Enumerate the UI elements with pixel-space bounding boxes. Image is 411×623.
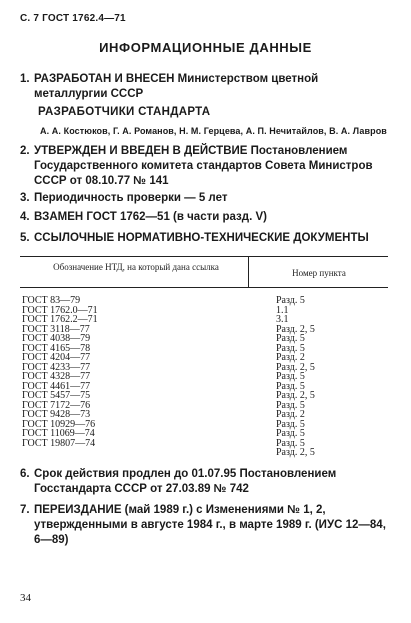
table-row-item: Разд. 5 [276,371,305,382]
table-row-item: Разд. 2 [276,409,305,420]
section-1-number: 1. [20,73,30,85]
table-row-doc: ГОСТ 1762.0—71 [22,304,98,316]
table-row-item: Разд. 5 [276,428,305,439]
table-top-rule [20,256,388,257]
table-row-doc: ГОСТ 4328—77 [22,371,91,382]
table-row-item: Разд. 5 [276,295,305,306]
developers-heading: РАЗРАБОТЧИКИ СТАНДАРТА [38,106,211,118]
table-row-item: 1.1 [276,304,289,316]
table-row-doc: ГОСТ 83—79 [22,295,81,306]
table-row-doc: ГОСТ 9428—73 [22,409,91,420]
section-4 [20,210,393,225]
table-row-doc: ГОСТ 4204—77 [22,352,91,363]
section-2-number: 2. [20,145,30,157]
table-row-item: Разд. 2 [276,352,305,363]
section-1 [20,72,393,102]
table-row-doc: ГОСТ 1762.2—71 [22,314,98,325]
section-7 [20,503,393,546]
table-row-item: Разд. 2, 5 [276,323,315,335]
table-column-divider [248,256,249,287]
table-row-item: Разд. 5 [276,437,305,449]
section-7-number: 7. [20,504,30,516]
section-2-text: УТВЕРЖДЕН И ВВЕДЕН В ДЕЙСТВИЕ Постановлением Государственного комитета стандартов Совета Министров СССР от 08.10.77 № 141 [34,145,373,187]
table-row-item: Разд. 2, 5 [276,361,315,373]
authors-line: А. А. Костюков, Г. А. Романов, Н. М. Герцева, А. П. Нечитайлов, В. А. Лавров [40,126,387,136]
table-row-doc: ГОСТ 10929—76 [22,418,96,430]
table-row-item: Разд. 2, 5 [276,390,315,401]
table-header-rule [20,287,388,288]
table-col2-header: Номер пункта [292,268,346,278]
section-3-text: Периодичность проверки — 5 лет [34,192,228,204]
section-5 [20,231,393,246]
table-row-doc: ГОСТ 4038—79 [22,333,91,344]
table-row-doc: ГОСТ 19807—74 [22,437,96,449]
section-6-number: 6. [20,468,30,480]
section-2 [20,144,393,189]
table-row-doc: ГОСТ 7172—76 [22,399,91,411]
section-4-number: 4. [20,211,30,223]
table-row-doc: ГОСТ 11069—74 [22,428,95,439]
section-6-text: Срок действия продлен до 01.07.95 Постановлением Госстандарта СССР от 27.03.89 № 742 [34,468,337,495]
section-1-text: РАЗРАБОТАН И ВНЕСЕН Министерством цветной металлургии СССР [34,73,319,100]
table-row-doc: ГОСТ 4461—77 [22,380,91,392]
section-7-text: ПЕРЕИЗДАНИЕ (май 1989 г.) с Изменениями № 1, 2, утвержденными в августе 1984 г., в марте 1989 г. (ИУС 12—84, 6—89) [34,504,386,546]
section-5-text: ССЫЛОЧНЫЕ НОРМАТИВНО-ТЕХНИЧЕСКИЕ ДОКУМЕНТЫ [34,232,369,244]
table-row-item: Разд. 2, 5 [276,447,315,458]
table-item-column [276,296,315,458]
table-row-item: Разд. 5 [276,418,305,430]
section-3-number: 3. [20,192,30,204]
table-row-doc: ГОСТ 4165—78 [22,342,91,354]
table-row-doc [22,448,98,458]
table-row-item: Разд. 5 [276,399,305,411]
table-row-doc: ГОСТ 3118—77 [22,323,90,335]
table-col1-header: Обозначение НТД, на который дана ссылка [53,262,219,272]
table-doc-column [22,296,98,458]
section-5-number: 5. [20,232,30,244]
section-3 [20,191,393,206]
table-row-item: Разд. 5 [276,333,305,344]
table-row-item: 3.1 [276,314,289,325]
section-4-text: ВЗАМЕН ГОСТ 1762—51 (в части разд. V) [34,211,267,223]
page-header: С. 7 ГОСТ 1762.4—71 [20,13,126,24]
table-row-doc: ГОСТ 4233—77 [22,361,91,373]
table-row-item: Разд. 5 [276,342,305,354]
page-title: ИНФОРМАЦИОННЫЕ ДАННЫЕ [99,40,312,55]
section-6 [20,467,393,497]
table-row-doc: ГОСТ 5457—75 [22,390,91,401]
table-row-item: Разд. 5 [276,380,305,392]
page-number: 34 [20,592,31,604]
